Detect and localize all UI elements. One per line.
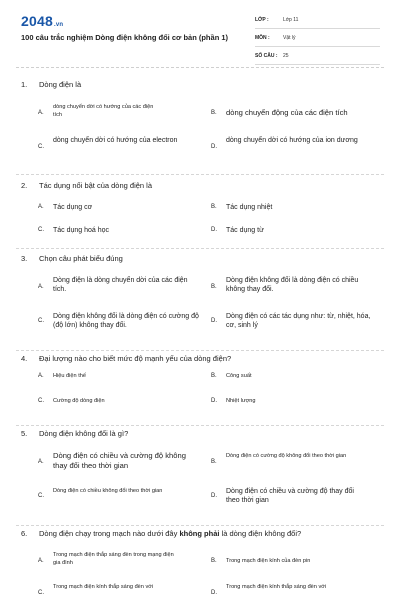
option-letter: B. [211, 110, 217, 116]
brand-tld: .vn [53, 22, 64, 28]
question-number: 5. [21, 429, 28, 438]
option-letter: B. [211, 558, 217, 564]
question-number: 3. [21, 254, 28, 263]
option-text: Dòng điện không đổi là dòng điện có cường độ (độ lớn) không thay đổi. [53, 313, 199, 330]
option-text: Nhiệt lượng [226, 398, 256, 404]
header-divider [16, 67, 384, 68]
option-text: dòng chuyển dời có hướng của các điện tích [53, 104, 154, 118]
question-1 [0, 76, 400, 177]
question-number: 6. [21, 529, 28, 538]
option-letter: D. [211, 227, 217, 233]
option-text: Cường độ dòng điện [53, 398, 105, 404]
question-text: Tác dụng nổi bật của dòng điện là [39, 181, 153, 190]
document-title: 100 câu trắc nghiệm Dòng điện không đổi cơ bản (phần 1) [21, 33, 229, 42]
option-text: Dòng điện có chiều và cường độ thay đổi theo thời gian [226, 488, 354, 505]
option-text: dòng chuyển dời có hướng của electron [53, 137, 178, 144]
question-number: 4. [21, 354, 28, 363]
question-text-emphasis: không phải [179, 529, 220, 538]
option-letter: D. [211, 318, 217, 324]
meta-label: LỚP : [255, 17, 269, 23]
question-number: 2. [21, 181, 28, 190]
option-text: Công suất [226, 373, 252, 379]
option-letter: D. [211, 493, 217, 499]
brand-name: 2048 [21, 13, 53, 29]
option-letter: D. [211, 590, 217, 596]
option-text: Trong mạch điện kính thắp sáng đèn với [226, 584, 327, 590]
question-2 [0, 177, 400, 250]
meta-row-class [255, 14, 380, 29]
option-letter: A. [38, 558, 44, 564]
meta-label: MÔN : [255, 35, 270, 41]
question-separator [16, 174, 384, 175]
option-letter: C. [38, 227, 44, 233]
question-text-part: Dòng điện chạy trong mạch nào dưới đây [39, 529, 180, 538]
question-6 [0, 525, 400, 600]
meta-row-count [255, 50, 380, 65]
option-letter: B. [211, 204, 217, 210]
option-text: Tác dụng hoá học [53, 227, 110, 234]
header [0, 0, 400, 70]
option-letter: C. [38, 318, 44, 324]
question-separator [16, 248, 384, 249]
option-letter: C. [38, 398, 44, 404]
option-letter: D. [211, 398, 217, 404]
option-text: Tác dụng từ [226, 227, 264, 234]
option-letter: A. [38, 284, 44, 290]
option-letter: C. [38, 493, 44, 499]
option-text: Tác dụng cơ [53, 204, 93, 211]
option-text: dòng chuyển động của các điện tích [226, 108, 348, 117]
question-number: 1. [21, 80, 28, 89]
question-4 [0, 350, 400, 425]
option-letter: A. [38, 204, 44, 210]
question-text: Dòng điện không đổi là gì? [39, 429, 129, 438]
question-text: Dòng điện là [39, 80, 82, 89]
question-text: Chọn câu phát biểu đúng [39, 254, 123, 263]
question-text: Đại lượng nào cho biết mức độ mạnh yếu của dòng điện? [39, 354, 232, 363]
question-text [39, 529, 301, 538]
meta-row-subject [255, 32, 380, 47]
question-list [0, 76, 400, 600]
option-text: dòng chuyển dời có hướng của ion dương [226, 137, 358, 144]
option-letter: A. [38, 459, 44, 465]
question-5 [0, 425, 400, 525]
option-letter: C. [38, 590, 44, 596]
meta-value: Vật lý [283, 35, 296, 41]
option-letter: C. [38, 144, 44, 150]
option-text: Dòng điện có chiều không đổi theo thời gian [53, 488, 163, 494]
option-text: Dòng điện có chiều và cường độ không thay đổi theo thời gian [53, 451, 186, 471]
brand-logo[interactable] [21, 13, 63, 29]
option-letter: B. [211, 459, 217, 465]
option-text: Dòng điện có cường độ không đổi theo thời gian [226, 453, 347, 459]
option-letter: B. [211, 284, 217, 290]
option-letter: B. [211, 373, 217, 379]
meta-info [255, 14, 380, 68]
question-text-part: là dòng điện không đổi? [219, 529, 302, 538]
meta-value: Lớp 11 [283, 17, 299, 23]
question-3 [0, 250, 400, 350]
option-text: Dòng điện không đổi là dòng điện có chiều không thay đổi. [226, 277, 359, 294]
option-text: Tác dụng nhiệt [226, 204, 273, 211]
option-text: Hiệu điện thế [53, 373, 86, 379]
option-text: Dòng điện có các tác dụng như: từ, nhiệt, hóa, cơ, sinh lý [226, 313, 371, 330]
option-text: Dòng điện là dòng chuyển dời của các điện tích. [53, 277, 188, 294]
meta-label: SỐ CÂU : [255, 53, 278, 59]
option-letter: A. [38, 110, 44, 116]
option-text: Trong mạch điện kính thắp sáng đèn với [53, 584, 154, 590]
option-letter: A. [38, 373, 44, 379]
option-letter: D. [211, 144, 217, 150]
option-text: Trong mạch điện thắp sáng đèn trong mạng điện gia đình [53, 552, 174, 566]
option-text: Trong mạch điện kính của đèn pin [226, 558, 311, 564]
meta-value: 25 [283, 53, 289, 59]
